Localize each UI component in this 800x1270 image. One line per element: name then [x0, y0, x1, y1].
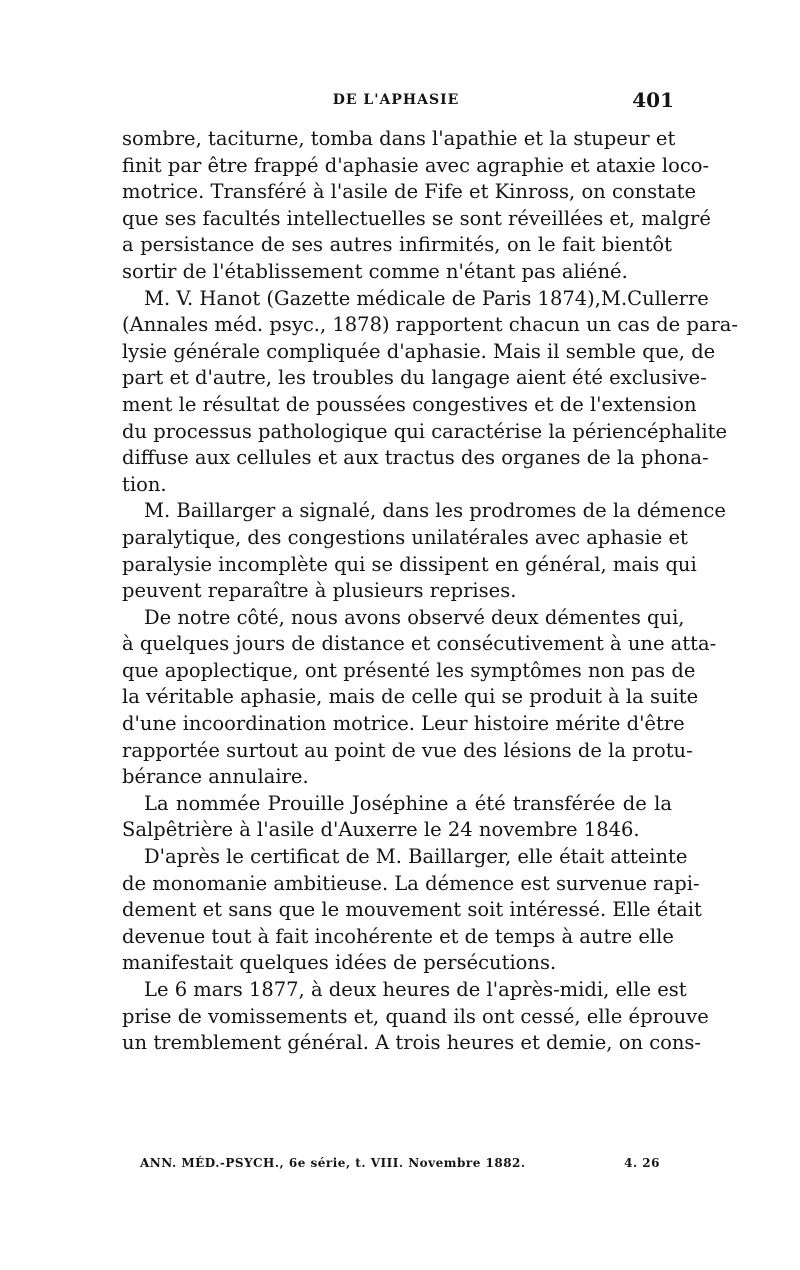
text-line: part et d'autre, les troubles du langage aient été exclusive- [122, 366, 707, 390]
text-line: devenue tout à fait incohérente et de temps à autre elle [122, 924, 674, 948]
text-line: Le 6 mars 1877, à deux heures de l'après-midi, elle est [144, 978, 687, 1001]
text-line: diffuse aux cellules et aux tractus des organes de la phona- [122, 446, 709, 470]
text-line: bérance annulaire. [122, 765, 309, 789]
text-line: rapportée surtout au point de vue des lésions de la protu- [122, 738, 693, 762]
text-line: paralysie incomplète qui se dissipent en général, mais qui [122, 552, 697, 576]
text-line: à quelques jours de distance et consécutivement à une atta- [122, 632, 717, 656]
text-line: prise de vomissements et, quand ils ont cessé, elle éprouve [122, 1004, 709, 1028]
text-line: de monomanie ambitieuse. La démence est survenue rapi- [122, 871, 700, 895]
text-line: paralytique, des congestions unilatérales avec aphasie et [122, 525, 688, 549]
text-line: finit par être frappé d'aphasie avec agraphie et ataxie loco- [122, 153, 710, 177]
text-line: La nommée Prouille Joséphine a été transférée de la [144, 791, 672, 815]
text-line: tion. [122, 472, 167, 496]
page-number: 401 [632, 88, 674, 112]
text-line: sortir de l'établissement comme n'étant pas aliéné. [122, 259, 628, 283]
text-line: ment le résultat de poussées congestives et de l'extension [122, 392, 697, 416]
text-line: (Annales méd. psyc., 1878) rapportent chacun un cas de para- [122, 313, 739, 337]
text-line: lysie générale compliquée d'aphasie. Mais il semble que, de [122, 339, 716, 363]
body-text [122, 126, 739, 1057]
text-line: que apoplectique, ont présenté les symptômes non pas de [122, 658, 696, 682]
text-line: sombre, taciturne, tomba dans l'apathie et la stupeur et [122, 127, 676, 150]
text-line: M. V. Hanot (Gazette médicale de Paris 1874),M.Cullerre [144, 286, 709, 310]
text-line: Salpêtrière à l'asile d'Auxerre le 24 novembre 1846. [122, 818, 640, 842]
text-line: De notre côté, nous avons observé deux démentes qui, [144, 605, 685, 629]
text-line: peuvent reparaître à plusieurs reprises. [122, 579, 517, 603]
text-line: que ses facultés intellectuelles se sont réveillées et, malgré [122, 206, 711, 230]
text-line: manifestait quelques idées de persécutions. [122, 951, 557, 975]
text-line: dement et sans que le mouvement soit intéressé. Elle était [122, 898, 702, 922]
text-line: un tremblement général. A trois heures et demie, on cons- [122, 1031, 702, 1055]
text-line: a persistance de ses autres infirmités, on le fait bientôt [122, 233, 672, 257]
text-line: du processus pathologique qui caractérise la périencéphalite [122, 419, 728, 443]
text-line: motrice. Transféré à l'asile de Fife et Kinross, on constate [122, 180, 697, 204]
running-head [118, 88, 674, 116]
journal-reference: ANN. MÉD.-PSYCH., 6e série, t. VIII. Novembre 1882. [140, 1156, 526, 1170]
text-line: la véritable aphasie, mais de celle qui se produit à la suite [122, 685, 699, 709]
signature-mark: 4. 26 [624, 1156, 660, 1170]
text-line: D'après le certificat de M. Baillarger, elle était atteinte [144, 845, 688, 869]
text-line: d'une incoordination motrice. Leur histoire mérite d'être [122, 712, 685, 736]
running-title: DE L'APHASIE [332, 92, 460, 108]
text-line: M. Baillarger a signalé, dans les prodromes de la démence [144, 499, 726, 523]
